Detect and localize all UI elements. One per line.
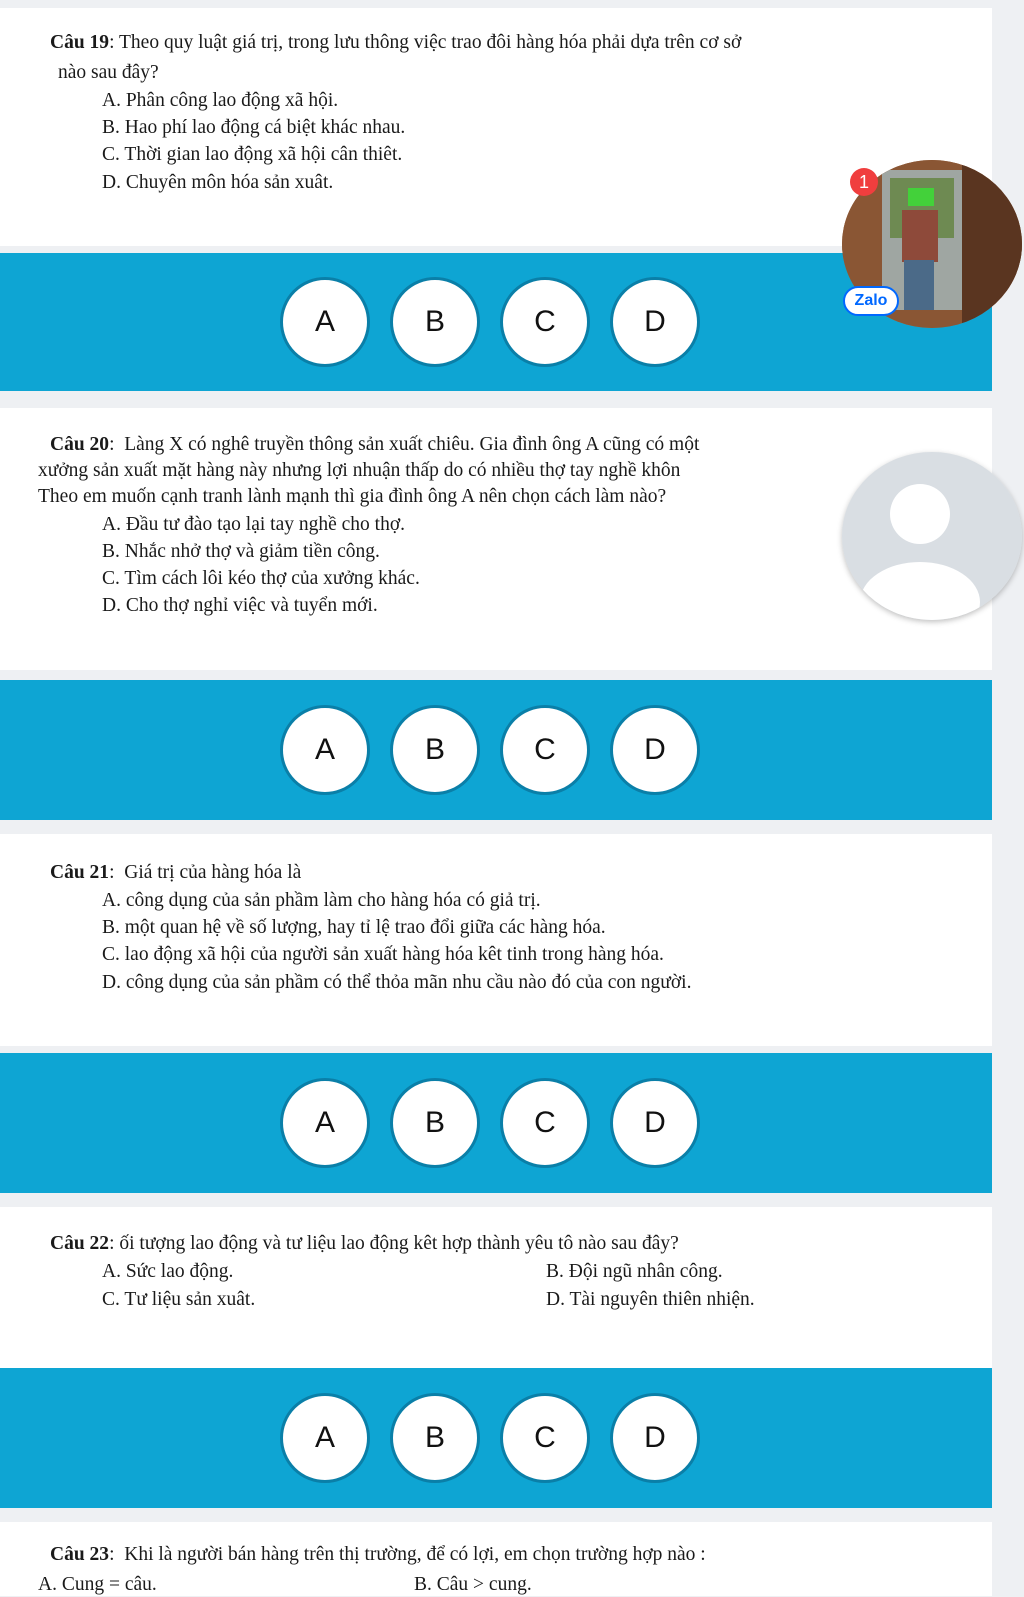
notification-badge: 1	[850, 168, 878, 196]
answer-button-a[interactable]: A	[280, 1393, 370, 1483]
question-text-cont: nào sau đây?	[58, 62, 159, 83]
question-card-21	[0, 834, 992, 1046]
question-number: Câu 20	[50, 434, 110, 455]
chat-head-avatar[interactable]	[842, 452, 1022, 620]
option-c: C. Tư liệu sản xuât.	[102, 1289, 256, 1310]
answer-button-b[interactable]: B	[390, 277, 480, 367]
answer-bar-19	[0, 253, 992, 391]
answer-button-a[interactable]: A	[280, 277, 370, 367]
option-a: A. Cung = câu.	[38, 1574, 157, 1595]
question-text: Câu 19: Theo quy luật giá trị, trong lưu thông việc trao đôi hàng hóa phải dựa trên cơ sở	[50, 32, 742, 53]
answer-button-a[interactable]: A	[280, 1078, 370, 1168]
question-card-23	[0, 1522, 992, 1596]
option-c: C. Thời gian lao động xã hội cân thiêt.	[102, 144, 403, 165]
zalo-logo: Zalo	[843, 286, 899, 316]
option-b: B. một quan hệ về số lượng, hay tỉ lệ trao đổi giữa các hàng hóa.	[102, 917, 606, 938]
question-text-cont: xưởng sản xuất mặt hàng này nhưng lợi nhuận thấp do có nhiều thợ tay nghề khôn	[38, 460, 681, 481]
answer-button-b[interactable]: B	[390, 1393, 480, 1483]
question-text: Câu 22: ối tượng lao động và tư liệu lao động kêt hợp thành yêu tô nào sau đây?	[50, 1233, 679, 1254]
answer-button-c[interactable]: C	[500, 1078, 590, 1168]
option-b: B. Câu > cung.	[414, 1574, 532, 1595]
question-text: Câu 23: Khi là người bán hàng trên thị trường, để có lợi, em chọn trường hợp nào :	[50, 1544, 706, 1565]
option-a: A. Phân công lao động xã hội.	[102, 90, 339, 111]
option-a: A. Đầu tư đào tạo lại tay nghề cho thợ.	[102, 514, 406, 535]
option-b: B. Hao phí lao động cá biệt khác nhau.	[102, 117, 406, 138]
option-b: B. Đội ngũ nhân công.	[546, 1261, 723, 1282]
option-a: A. công dụng của sản phầm làm cho hàng hóa có giả trị.	[102, 890, 541, 911]
question-card-19	[0, 8, 992, 246]
answer-button-b[interactable]: B	[390, 705, 480, 795]
question-text: Câu 21: Giá trị của hàng hóa là	[50, 862, 302, 883]
answer-bar-20	[0, 680, 992, 820]
answer-button-d[interactable]: D	[610, 1393, 700, 1483]
option-a: A. Sức lao động.	[102, 1261, 234, 1282]
question-text-cont: Theo em muốn cạnh tranh lành mạnh thì gia đình ông A nên chọn cách làm nào?	[38, 486, 667, 507]
question-number: Câu 19	[50, 32, 110, 53]
option-c: C. Tìm cách lôi kéo thợ của xưởng khác.	[102, 568, 420, 589]
answer-button-d[interactable]: D	[610, 277, 700, 367]
question-number: Câu 23	[50, 1544, 110, 1565]
option-c: C. lao động xã hội của người sản xuất hàng hóa kêt tinh trong hàng hóa.	[102, 944, 664, 965]
answer-button-a[interactable]: A	[280, 705, 370, 795]
option-d: D. Cho thợ nghỉ việc và tuyển mới.	[102, 595, 378, 616]
option-b: B. Nhắc nhở thợ và giảm tiền công.	[102, 541, 380, 562]
answer-button-b[interactable]: B	[390, 1078, 480, 1168]
answer-button-d[interactable]: D	[610, 705, 700, 795]
question-card-22	[0, 1207, 992, 1371]
question-number: Câu 21	[50, 862, 110, 883]
option-d: D. công dụng của sản phầm có thể thỏa mãn nhu cầu nào đó của con người.	[102, 972, 692, 993]
answer-button-c[interactable]: C	[500, 277, 590, 367]
answer-bar-22	[0, 1368, 992, 1508]
answer-button-d[interactable]: D	[610, 1078, 700, 1168]
option-d: D. Chuyên môn hóa sản xuât.	[102, 172, 334, 193]
answer-bar-21	[0, 1053, 992, 1193]
question-number: Câu 22	[50, 1233, 110, 1254]
option-d: D. Tài nguyên thiên nhiện.	[546, 1289, 755, 1310]
user-avatar-icon	[842, 452, 1022, 620]
question-text: Câu 20: Làng X có nghê truyền thông sản xuất chiêu. Gia đình ông A cũng có một	[50, 434, 700, 455]
answer-button-c[interactable]: C	[500, 705, 590, 795]
answer-button-c[interactable]: C	[500, 1393, 590, 1483]
